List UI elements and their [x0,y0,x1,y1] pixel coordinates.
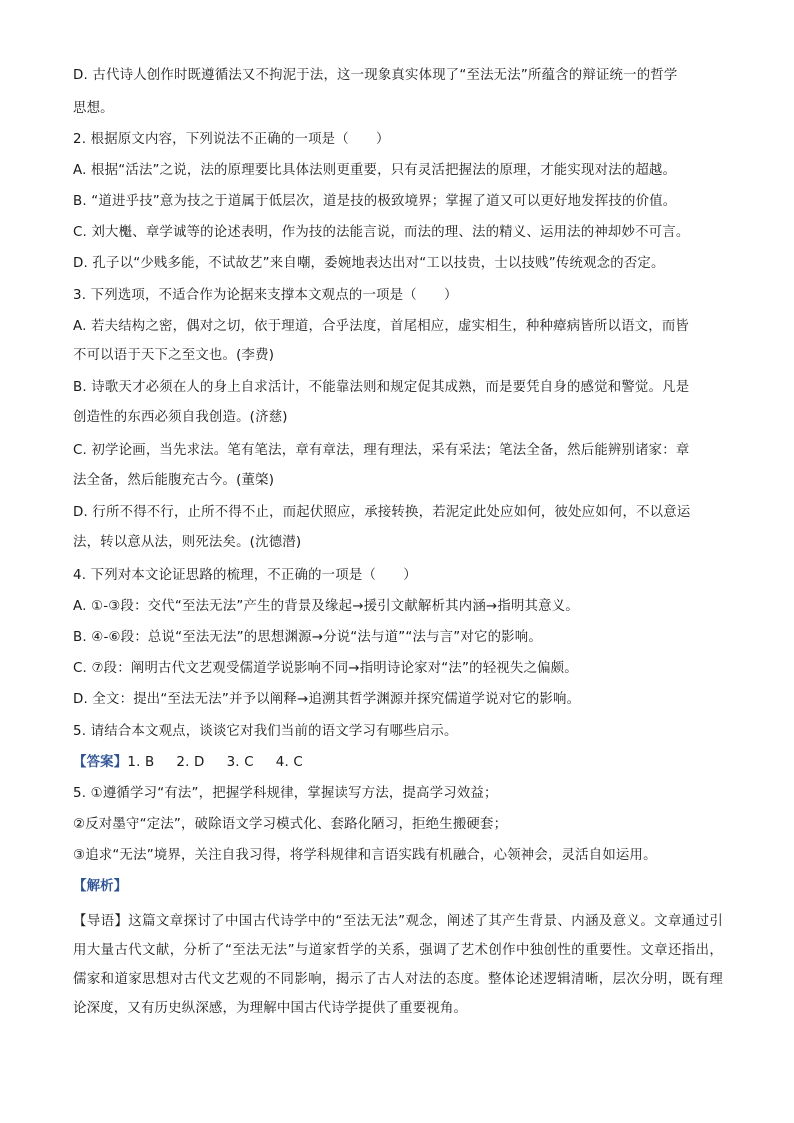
q3-option-b-line2: 创造性的东西必须自我创造。(济慈) [73,410,288,425]
q3-option-d-line2: 法，转以意从法，则死法矣。(沈德潜) [73,535,302,550]
q2-option-a: A. 根据“活法”之说，法的原理要比具体法则更重要，只有灵活把握法的原理，才能实现对法的超越。 [73,163,677,178]
answer-5-line2: ②反对墨守“定法”，破除语文学习模式化、套路化陋习，拒绝生搬硬套； [73,817,508,832]
q2-option-c: C. 刘大櫆、章学诚等的论述表明，作为技的法能言说，而法的理、法的精义、运用法的神却妙不可言。 [73,225,690,240]
q4-option-d: D. 全文：提出“至法无法”并予以阐释→追溯其哲学渊源并探究儒道学说对它的影响。 [73,692,581,707]
analysis-tag: 【解析】 [73,879,128,894]
intro-tag: 【导语】 [73,914,129,929]
q3-option-c-line2: 法全备，然后能腹充古今。(董棨) [73,473,275,488]
analysis-heading [73,877,723,897]
answer-item: 3. C [226,755,254,770]
q3-option-a-line2: 不可以语于天下之至文也。(李费) [73,348,275,363]
answer-5-line1: 5. ①遵循学习“有法”，把握学科规律，掌握读写方法，提高学习效益； [73,786,498,801]
q4-option-c: C. ⑦段：阐明古代文艺观受儒道学说影响不同→指明诗论家对“法”的轻视失之偏颇。 [73,661,578,676]
option-d-q1-line1: D. 古代诗人创作时既遵循法又不拘泥于法，这一现象真实体现了“至法无法”所蕴含的辩证统一的哲学 [73,68,678,83]
q3-option-a-line1: A. 若夫结构之密，偶对之切，依于理道，合乎法度，首尾相应，虚实相生，种种瘴病皆所以语文，而皆 [73,319,690,334]
q4-option-a: A. ①-③段：交代“至法无法”产生的背景及缘起→援引文献解析其内涵→指明其意义。 [73,599,579,614]
q3-option-d-line1: D. 行所不得不行，止所不得不止，而起伏照应，承接转换，若泥定此处应如何，彼处应如何，不以意运 [73,505,691,520]
option-d-q1-line2: 思想。 [73,101,114,116]
answer-item: 1. B [127,755,155,770]
intro-paragraph [73,907,723,1023]
question-2: 2. 根据原文内容，下列说法不正确的一项是（ ） [73,132,390,147]
answer-item: 4. C [275,755,303,770]
q4-option-b: B. ④-⑥段：总说“至法无法”的思想渊源→分说“法与道”“法与言”对它的影响。 [73,630,542,645]
q2-option-d: D. 孔子以“少贱多能，不试故艺”来自嘲，委婉地表达出对“工以技贵，士以技贱”传统观念的否定。 [73,256,665,271]
answer-tag: 【答案】 [73,755,128,770]
q2-option-b: B. “道进乎技”意为技之于道属于低层次，道是技的极致境界；掌握了道又可以更好地发挥技的价值。 [73,194,677,209]
answer-5-line3: ③追求“无法”境界，关注自我习得，将学科规律和言语实践有机融合，心领神会，灵活自如运用。 [73,848,657,863]
q3-option-b-line1: B. 诗歌天才必须在人的身上自求活计，不能靠法则和规定促其成熟，而是要凭自身的感觉和警觉。凡是 [73,380,690,395]
question-4: 4. 下列对本文论证思路的梳理，不正确的一项是（ ） [73,568,417,583]
q3-option-c-line1: C. 初学论画，当先求法。笔有笔法，章有章法，理有理法，采有采法；笔法全备，然后能辨别诸家：章 [73,443,690,458]
question-3: 3. 下列选项，不适合作为论据来支撑本文观点的一项是（ ） [73,288,458,303]
intro-text: 这篇文章探讨了中国古代诗学中的“至法无法”观念，阐述了其产生背景、内涵及意义。文章通过引用大量古代文献，分析了“至法无法”与道家哲学的关系，强调了艺术创作中独创性的重要性。文章还指出，儒家和道家思想对古代文艺观的不同影响，揭示了古人对法的态度。整体论述逻辑清晰，层次分明，既有理论深度，又有历史纵深感，为理解中国古代诗学提供了重要视角。 [73,914,723,1016]
answer-item: 2. D [176,755,205,770]
answer-row [73,753,723,773]
question-5: 5. 请结合本文观点，谈谈它对我们当前的语文学习有哪些启示。 [73,724,458,739]
